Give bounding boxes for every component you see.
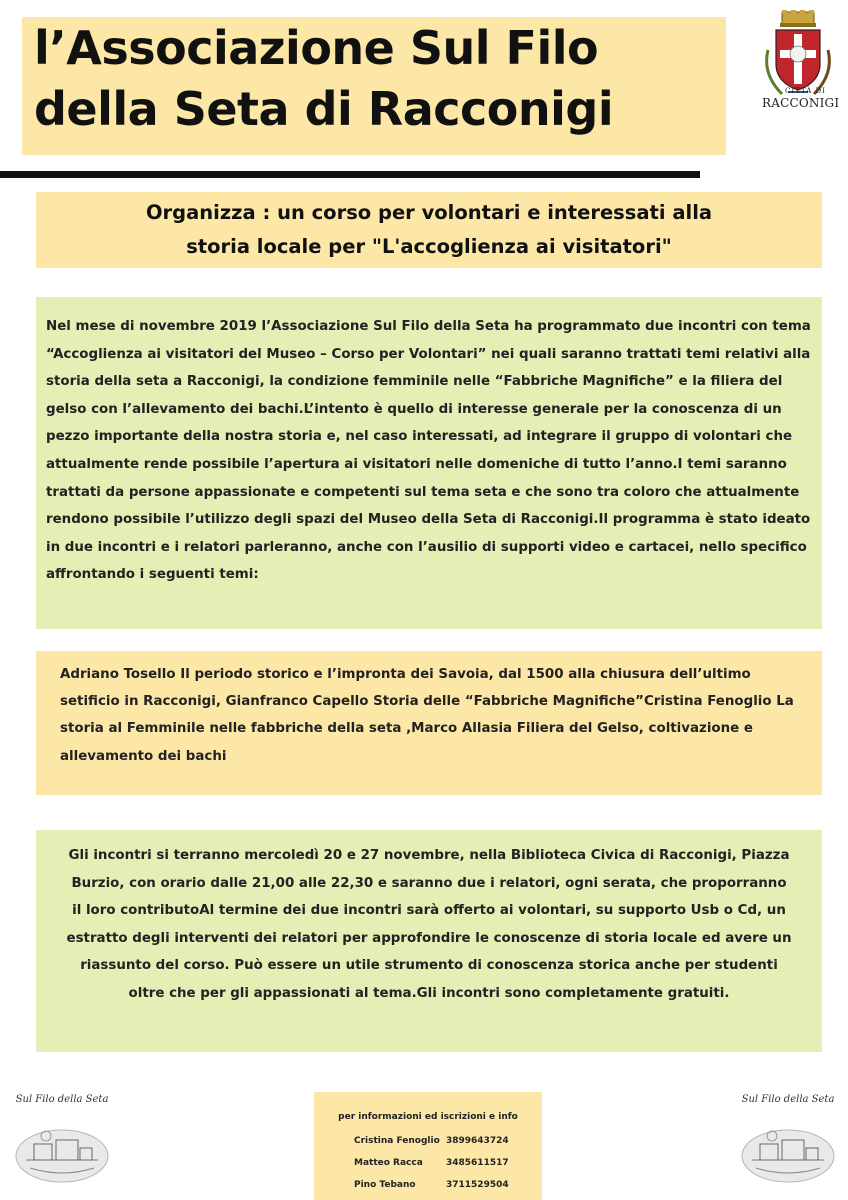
silk-factory-sketch-icon — [738, 1094, 838, 1190]
intro-paragraph: Nel mese di novembre 2019 l’Associazione Sul Filo della Seta ha programmato due incontri con tema “Accoglienza ai visitatori del Museo – Corso per Volontari” nei quali saranno trattati temi relativi alla storia della seta a Racconigi, la condizione femminile nelle “Fabbriche Magnifiche” e la filiera del gelso con l’allevamento dei bachi.L’intento è quello di interesse generale per la conoscenza di un pezzo importante della nostra storia e, nel caso interessati, ad integrare il gruppo di volontari che attualmente rende possibile l’apertura ai visitatori nelle domeniche di tutto l’anno.I temi saranno trattati da persone appassionate e competenti sul tema seta e che sono tra coloro che attualmente rendono possibile l’utilizzo degli spazi del Museo della Seta di Racconigi.Il programma è stato ideato in due incontri e i relatori parleranno, anche con l’ausilio di supporti video e cartacei, nello specifico affrontando i seguenti temi: — [46, 319, 811, 583]
details-section — [36, 830, 822, 1052]
contact-name: Cristina Fenoglio — [354, 1136, 440, 1146]
contact-name: Matteo Racca — [354, 1158, 423, 1168]
intro-section — [36, 297, 822, 629]
topics-paragraph: Adriano Tosello Il periodo storico e l’impronta dei Savoia, dal 1500 alla chiusura dell’ultimo setificio in Racconigi, Gianfranco Capello Storia delle “Fabbriche Magnifiche”Cristina Fenoglio La storia al Femminile nelle fabbriche della seta ,Marco Allasia Filiera del Gelso, coltivazione e allevamento dei bachi — [60, 667, 794, 764]
association-logo-right — [738, 1094, 838, 1190]
contact-row — [354, 1180, 534, 1190]
page-title-line-1: l’Associazione Sul Filo — [34, 21, 599, 75]
contact-heading: per informazioni ed iscrizioni e info — [338, 1112, 518, 1122]
page-title-line-2: della Seta di Racconigi — [34, 82, 614, 136]
logo-caption-left: Sul Filo della Seta — [15, 1094, 109, 1105]
details-paragraph: Gli incontri si terranno mercoledì 20 e 27 novembre, nella Biblioteca Civica di Racconigi, Piazza Burzio, con orario dalle 21,00 alle 22,30 e saranno due i relatori, ogni serata, che proporranno il loro contributoAl termine dei due incontri sarà offerto ai volontari, su supporto Usb o Cd, un estratto degli interventi dei relatori per approfondire le conoscenze di storia locale ed avere un riassunto del corso. Può essere un utile strumento di conoscenza storica anche per studenti oltre che per gli appassionati al tema.Gli incontri sono completamente gratuiti. — [66, 848, 792, 1001]
association-logo-left — [12, 1094, 112, 1190]
contact-phone: 3899643724 — [446, 1136, 509, 1146]
title-divider — [0, 171, 700, 178]
contact-row — [354, 1158, 534, 1168]
contact-info-box — [314, 1092, 542, 1200]
subtitle — [36, 196, 822, 264]
crest-caption-bottom: RACCONIGI — [762, 96, 840, 110]
silk-factory-sketch-icon — [12, 1094, 112, 1190]
subtitle-line-2: storia locale per "L'accoglienza ai visitatori" — [186, 235, 672, 258]
crest-caption-top: CITTÀ DI — [785, 87, 826, 95]
topics-section — [36, 651, 822, 795]
contact-phone: 3711529504 — [446, 1180, 509, 1190]
contact-name: Pino Tebano — [354, 1180, 416, 1190]
contact-row — [354, 1136, 534, 1146]
subtitle-line-1: Organizza : un corso per volontari e interessati alla — [145, 201, 713, 224]
contact-phone: 3485611517 — [446, 1158, 509, 1168]
logo-caption-right: Sul Filo della Seta — [741, 1094, 835, 1105]
